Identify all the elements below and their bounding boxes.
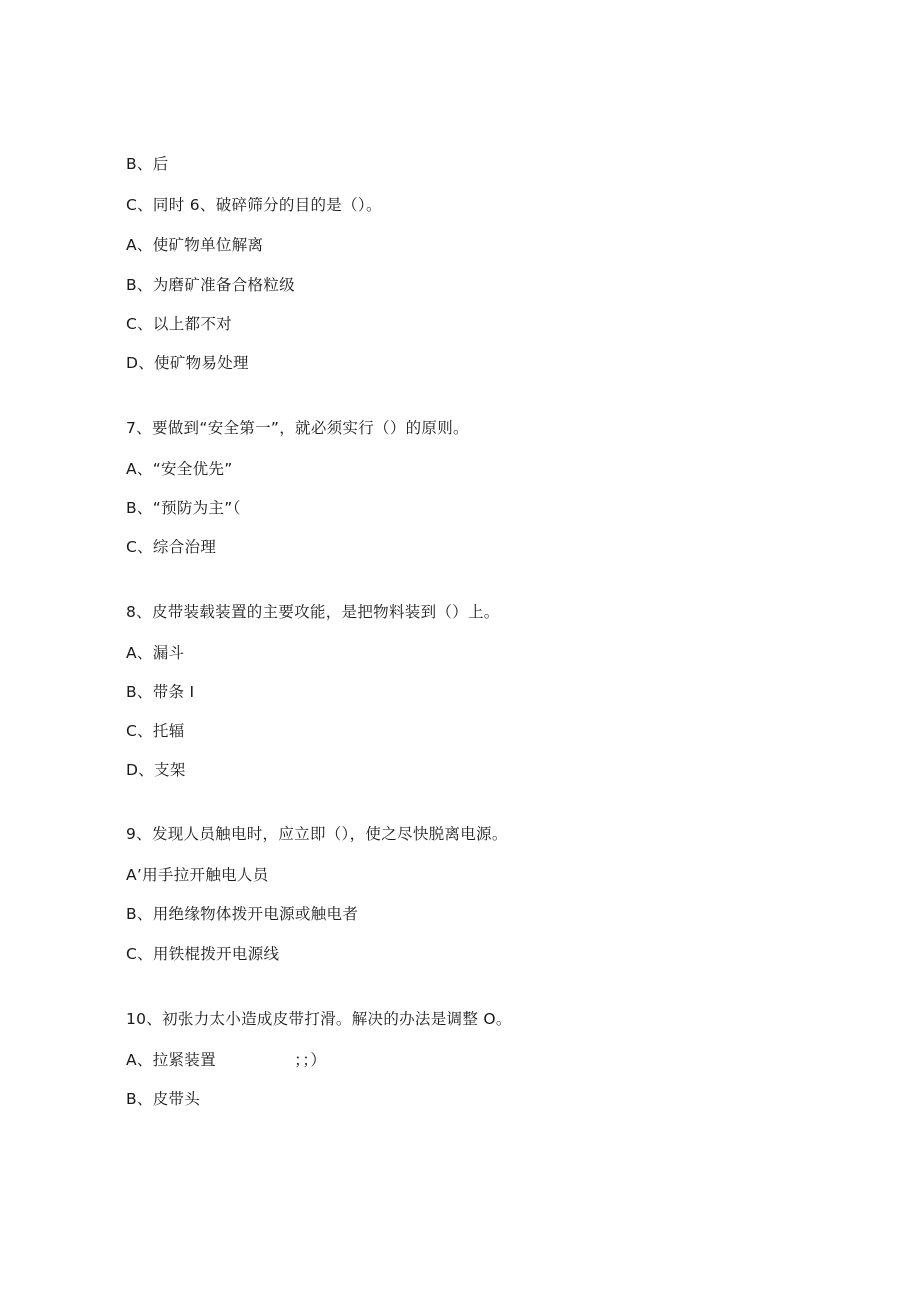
question-8: 8、皮带装载装置的主要攻能，是把物料装到（）上。 (126, 603, 500, 621)
option-d-q8: D、支架 (126, 761, 186, 779)
option-b-q9: B、用绝缘物体拨开电源或触电者 (126, 905, 359, 923)
option-b-q7: B、“预防为主”（ (126, 499, 241, 517)
option-b-q10: B、皮带头 (126, 1090, 201, 1108)
option-c-q8: C、托辐 (126, 722, 185, 740)
option-b-q6: B、为磨矿准备合格粒级 (126, 276, 295, 294)
option-a-q10: A、拉紧装置 ；；） (126, 1051, 327, 1069)
option-c-q5-and-question-6: C、同时 6、破碎筛分的目的是（）。 (126, 196, 382, 214)
option-b-q5: B、后 (126, 155, 169, 173)
option-c-q9: C、用铁棍拨开电源线 (126, 945, 280, 963)
option-a-q8: A、漏斗 (126, 644, 185, 662)
option-a-q6: A、使矿物单位解离 (126, 236, 264, 254)
question-10: 10、初张力太小造成皮带打滑。解决的办法是调整 O。 (126, 1010, 512, 1028)
question-7: 7、要做到“安全第一”，就必须实行（）的原则。 (126, 419, 469, 437)
option-d-q6: D、使矿物易处理 (126, 354, 249, 372)
option-a-q9: A’用手拉开触电人员 (126, 866, 269, 884)
option-b-q8: B、带条 I (126, 683, 195, 701)
option-c-q7: C、综合治理 (126, 538, 217, 556)
option-a-q7: A、“安全优先” (126, 460, 233, 478)
option-c-q6: C、以上都不对 (126, 315, 232, 333)
question-9: 9、发现人员触电时，应立即（），使之尽快脱离电源。 (126, 825, 508, 843)
